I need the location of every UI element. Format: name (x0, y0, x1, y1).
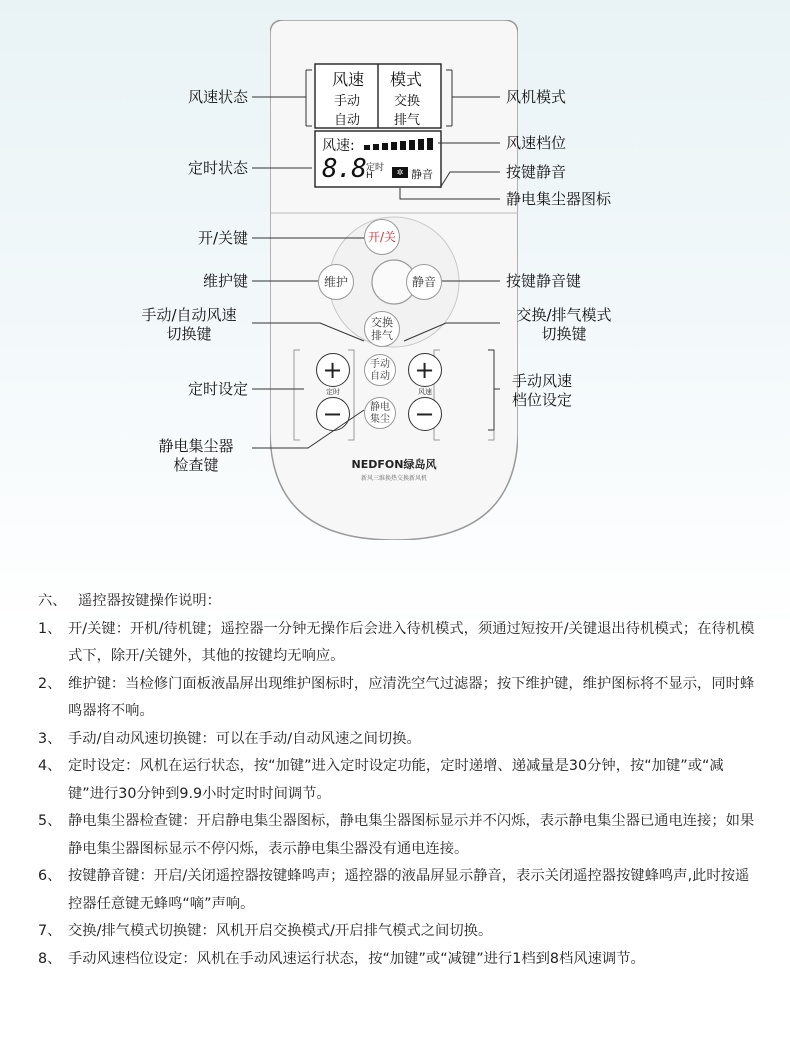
filter-icon: ✲ (392, 167, 408, 178)
plus-icon: + (414, 356, 435, 384)
item-number: 1、 (38, 620, 62, 637)
item-number: 2、 (38, 675, 62, 692)
plus-icon: + (322, 356, 343, 384)
item-number: 8、 (38, 950, 62, 967)
lcd-manual-label: 手动 (334, 94, 361, 109)
callout-fan-status: 风速状态 (187, 88, 248, 106)
power-button-label: 开/关 (367, 230, 397, 244)
callout-timer-setting: 定时设定 (187, 380, 248, 398)
item-number: 3、 (38, 730, 62, 747)
list-item (38, 753, 758, 808)
item-number: 4、 (38, 758, 62, 774)
minus-icon: − (414, 400, 435, 428)
callout-manual-speed-2: 档位设定 (511, 391, 572, 409)
mode-switch-label-2: 排气 (371, 329, 393, 342)
callout-filter-check-1: 静电集尘器 (158, 437, 234, 455)
callout-manual-auto-1: 手动/自动风速 (141, 306, 237, 324)
instructions-heading (38, 588, 758, 616)
item-text: 手动/自动风速切换键：可以在手动/自动风速之间切换。 (68, 730, 421, 747)
list-item (38, 918, 758, 946)
callout-key-mute: 按键静音 (506, 163, 567, 181)
callout-filter-icon: 静电集尘器图标 (506, 190, 612, 208)
heading-text: 遥控器按键操作说明： (78, 593, 221, 609)
filter-check-label-2: 集尘 (370, 414, 390, 425)
lcd-timer-h: H (366, 171, 373, 181)
list-item (38, 726, 758, 754)
callout-key-mute-key: 按键静音键 (506, 272, 582, 290)
lcd-auto-label: 自动 (334, 113, 361, 128)
list-item (38, 616, 758, 671)
item-text: 交换/排气模式切换键：风机开启交换模式/开启排气模式之间切换。 (68, 923, 493, 939)
callout-timer-status: 定时状态 (187, 159, 248, 177)
list-item (38, 808, 758, 863)
list-item (38, 671, 758, 726)
model-caption: 新风三维换热交换新风机 (360, 475, 427, 482)
callout-maintenance-key: 维护键 (202, 272, 248, 290)
lcd-exchange-label: 交换 (394, 94, 421, 109)
instructions-section (38, 588, 758, 973)
callout-mode-switch-1: 交换/排气模式 (516, 306, 612, 324)
brand-logo: NEDFON绿岛风 (351, 458, 437, 471)
callout-manual-speed-1: 手动风速 (511, 372, 572, 390)
lcd-mode-label: 模式 (390, 70, 423, 89)
item-text: 手动风速档位设定：风机在手动风速运行状态，按“加键”或“减键”进行1档到8档风速调节。 (68, 950, 645, 967)
mute-button-label: 静音 (411, 275, 436, 289)
list-item (38, 863, 758, 918)
item-text: 维护键：当检修门面板液晶屏出现维护图标时，应清洗空气过滤器；按下维护键，维护图标将不显示，同时蜂鸣器将不响。 (68, 675, 755, 719)
lcd-timer-digits: 8.8 (322, 154, 366, 184)
mode-switch-label-1: 交换 (371, 316, 393, 329)
callout-fan-mode: 风机模式 (506, 88, 567, 106)
minus-icon: − (322, 400, 343, 428)
item-number: 7、 (38, 923, 62, 939)
lcd-speed-bar-label: 风速: (322, 138, 355, 154)
item-text: 静电集尘器检查键：开启静电集尘器图标，静电集尘器图标显示并不闪烁，表示静电集尘器已通电连接；如果静电集尘器图标显示不停闪烁，表示静电集尘器没有通电连接。 (68, 813, 755, 857)
callout-fan-level: 风速档位 (506, 134, 567, 152)
callout-filter-check-2: 检查键 (173, 456, 219, 474)
lcd-timer-word: 定时 (366, 163, 385, 173)
timer-tag: 定时 (326, 388, 340, 396)
item-text: 开/关键：开机/待机键；遥控器一分钟无操作后会进入待机模式，须通过短按开/关键退出待机模式；在待机模式下，除开/关键外，其他的按键均无响应。 (68, 620, 755, 664)
heading-number: 六、 (38, 593, 67, 609)
manual-auto-label-1: 手动 (370, 359, 390, 370)
item-text: 按键静音键：开启/关闭遥控器按键蜂鸣声；遥控器的液晶屏显示静音，表示关闭遥控器按键蜂鸣声,此时按遥控器任意键无蜂鸣“嘀”声响。 (68, 868, 750, 912)
callout-mode-switch-2: 切换键 (541, 325, 587, 343)
lcd-exhaust-label: 排气 (394, 113, 421, 128)
item-number: 6、 (38, 868, 62, 884)
manual-auto-label-2: 自动 (370, 371, 390, 382)
list-item (38, 946, 758, 974)
maintenance-button-label: 维护 (323, 275, 348, 289)
callout-power-key: 开/关键 (197, 229, 248, 247)
item-number: 5、 (38, 813, 62, 829)
lcd-mute-label: 静音 (411, 168, 433, 181)
lcd-fan-speed-label: 风速 (332, 70, 365, 89)
filter-check-label-1: 静电 (370, 402, 390, 413)
item-text: 定时设定：风机在运行状态，按“加键”进入定时设定功能，定时递增、递减量是30分钟，按“加键”或“减键”进行30分钟到9.9小时定时时间调节。 (68, 758, 724, 802)
callout-manual-auto-2: 切换键 (166, 325, 212, 343)
speed-tag: 风速 (418, 388, 432, 396)
